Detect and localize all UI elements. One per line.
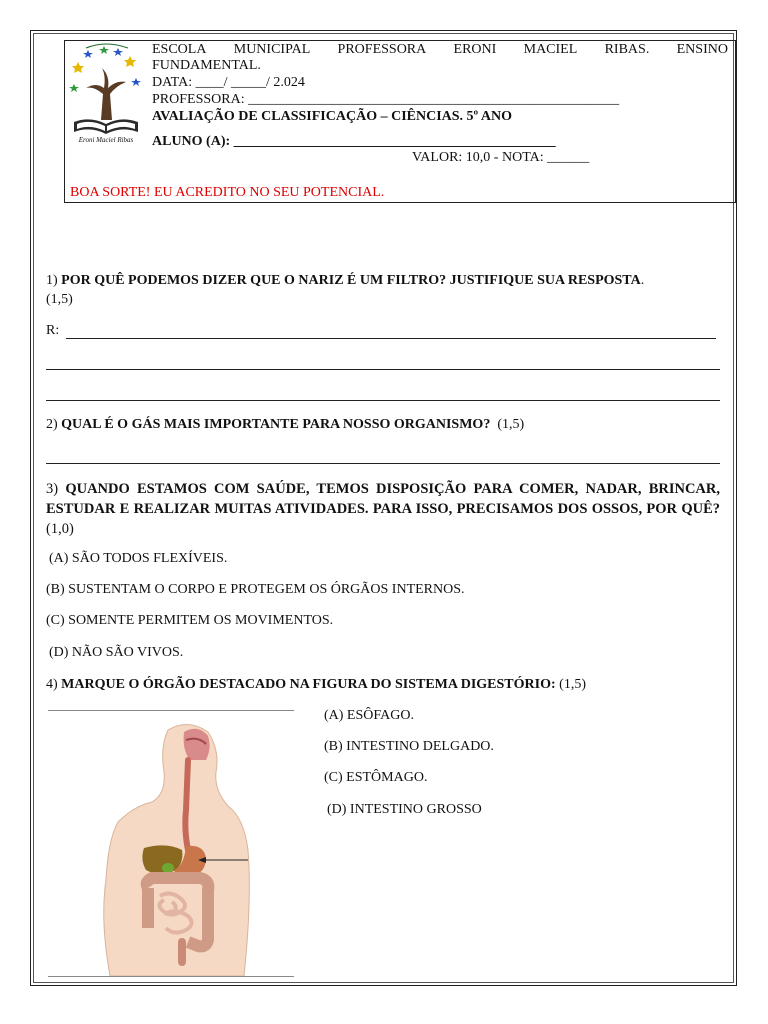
option-b[interactable]: (B) INTESTINO DELGADO. (324, 739, 494, 754)
answer-line[interactable] (46, 369, 720, 370)
answer-line[interactable] (66, 338, 716, 339)
question-points: (1,5) (497, 417, 525, 432)
answer-label: R: (46, 323, 60, 338)
date-field: DATA: ____/ _____/ 2.024 (152, 75, 305, 90)
question-points: (1,5) (559, 677, 586, 692)
logo-caption: Eroni Maciel Ribas (78, 136, 134, 144)
question-text: MARQUE O ÓRGÃO DESTACADO NA FIGURA DO SISTEMA DIGESTÓRIO: (61, 677, 556, 692)
question-2 (46, 416, 524, 434)
question-text: QUANDO ESTAMOS COM SAÚDE, TEMOS DISPOSIÇÃO PARA COMER, NADAR, BRINCAR, ESTUDAR E REALIZAR MUITAS ATIVIDADES. PARA ISSO, PRECISAMOS DOS OSSOS, POR QUÊ? (46, 481, 720, 517)
question-1 (46, 272, 644, 290)
question-number: 3) (46, 481, 59, 497)
question-number: 2) (46, 417, 58, 432)
option-a[interactable]: (A) ESÔFAGO. (324, 708, 414, 723)
question-number: 1) (46, 273, 58, 288)
option-a[interactable]: (A) SÃO TODOS FLEXÍVEIS. (49, 551, 228, 566)
school-word: ENSINO (676, 42, 728, 57)
question-text: POR QUÊ PODEMOS DIZER QUE O NARIZ É UM FILTRO? JUSTIFIQUE SUA RESPOSTA (61, 273, 641, 288)
option-c[interactable]: (C) SOMENTE PERMITEM OS MOVIMENTOS. (46, 613, 334, 628)
school-word: PROFESSORA (337, 42, 427, 57)
motto: BOA SORTE! EU ACREDITO NO SEU POTENCIAL. (70, 185, 385, 200)
school-name-line1 (152, 42, 728, 58)
student-field: ALUNO (A): ______________________________________________ (152, 134, 556, 149)
option-b[interactable]: (B) SUSTENTAM O CORPO E PROTEGEM OS ÓRGÃOS INTERNOS. (46, 582, 465, 597)
school-word: ERONI (453, 42, 497, 57)
school-name-line2: FUNDAMENTAL. (152, 58, 261, 73)
question-text: QUAL É O GÁS MAIS IMPORTANTE PARA NOSSO ORGANISMO? (61, 417, 491, 432)
exam-title: AVALIAÇÃO DE CLASSIFICAÇÃO – CIÊNCIAS. 5º ANO (152, 109, 513, 124)
school-word: RIBAS. (604, 42, 650, 57)
answer-line[interactable] (46, 400, 720, 401)
question-1-points: (1,5) (46, 292, 73, 307)
question-dot: . (640, 273, 645, 288)
digestive-system-figure (48, 710, 294, 976)
school-word: MUNICIPAL (233, 42, 311, 57)
school-logo (68, 42, 144, 148)
question-number: 4) (46, 677, 58, 692)
grade-field: VALOR: 10,0 - NOTA: ______ (412, 150, 590, 165)
option-d[interactable]: (D) NÃO SÃO VIVOS. (49, 645, 184, 660)
answer-line[interactable] (46, 463, 720, 464)
school-word: ESCOLA (152, 42, 207, 57)
teacher-field: PROFESSORA: _____________________________________________________ (152, 92, 620, 107)
question-4 (46, 676, 586, 694)
question-points: (1,0) (46, 521, 74, 537)
esophagus (185, 760, 188, 850)
figure-frame-bottom (48, 976, 294, 977)
option-c[interactable]: (C) ESTÔMAGO. (324, 770, 428, 785)
school-word: MACIEL (523, 42, 578, 57)
option-d[interactable]: (D) INTESTINO GROSSO (327, 802, 482, 817)
question-3 (46, 479, 720, 539)
